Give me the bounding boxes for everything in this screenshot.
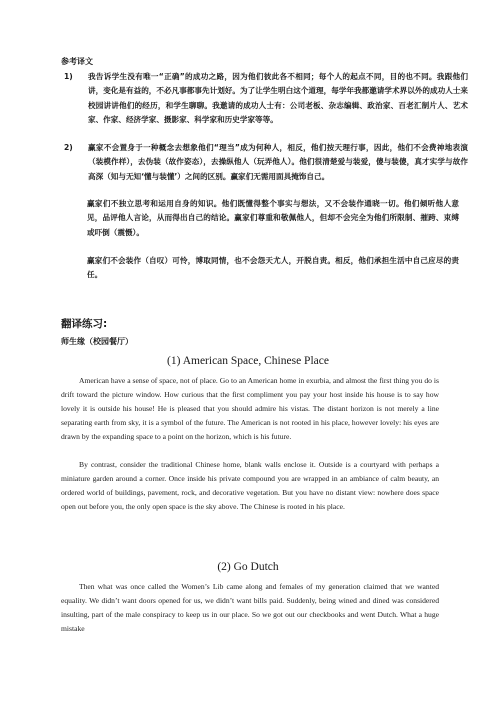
paragraph-text: By contrast, consider the traditional Chinese home, blank walls enclose it. Outside is a courtyard with perhaps a miniature garden around a corner. Once inside his private compound you are wrapped in an ambiance of calm beauty, an ordered world of buildings, pavement, rock, and decorative vegetation. But you have no distant view: nowhere does space open out before you, the only open space is the sky above. The Chinese is rooted in his place.: [61, 460, 439, 511]
reference-paragraph-3: 赢家们不独立思考和运用自身的知识。他们既懂得整个事实与想法，又不会装作通晓一切。他们倾听他人意见，品评他人言论，从而得出自己的结论。赢家们尊重和敬佩他人，但却不会完全为他们所限制、摧跨、束缚或吓倒（震慑）。: [87, 199, 459, 237]
essay-2-paragraph-1: [61, 580, 439, 636]
essay-1-paragraph-2: [61, 458, 439, 514]
item-number: 1): [64, 72, 73, 81]
reference-paragraph-4: 赢家们不会装作（自叹）可怜，博取同情，也不会怨天尤人，开脱自责。相反，他们承担生活中自己应尽的责任。: [87, 256, 459, 280]
paragraph-text: Then what was once called the Women’s Lib came along and females of my generation claimed that we wanted equality. We didn’t want doors opened for us, we didn’t want bills paid. Suddenly, being wined and dined was considered insulting, part of the male conspiracy to keep us in our place. So we got out our checkbooks and went Dutch. What a huge mistake: [61, 582, 439, 633]
practice-title: 翻译练习:: [61, 318, 108, 330]
item-text: 我告诉学生没有唯一“正确”的成功之路，因为他们彼此各不相同；每个人的起点不同，目的也不同。我跟他们讲，变化是有益的，不必凡事都事先计划好。为了让学生明白这个道理，每学年我都邀请学术界以外的成功人士来校园讲讲他们的经历，和学生聊聊。我邀请的成功人士有：公司老板、杂志编辑、政治家、百老汇制片人、艺术家、作家、经济学家、摄影家、科学家和历史学家等等。: [88, 72, 468, 125]
essay-1-title: (1) American Space, Chinese Place: [167, 355, 329, 367]
essay-2-title: (2) Go Dutch: [217, 561, 279, 573]
paragraph-text: American have a sense of space, not of place. Go to an American home in exurbia, and almost the first thing you do is drift toward the picture window. How curious that the first compliment you pay your host inside his house is to say how lovely it is outside his house! He is pleased that you should admire his vistas. The distant horizon is not merely a line separating earth from sky, it is a symbol of the future. The American is not rooted in his place, however lovely: his eyes are drawn by the expanding space to a point on the horizon, which is his future.: [61, 376, 439, 441]
practice-subtitle: 师生缘（校园餐厅）: [61, 337, 133, 346]
essay-1-paragraph-1: [61, 374, 439, 444]
item-number: 2): [64, 143, 73, 152]
reference-title: 参考译文: [61, 57, 93, 66]
item-text: 赢家不会置身于一种概念去想象他们“理当”成为何种人，相反，他们按天理行事，因此，他们不会费神地表演（装模作样），去伪装（故作姿态），去操纵他人（玩弄他人）。他们很清楚爱与装爱，傻与装傻，真才实学与故作高深（知与无知‘懂与装懂’）之间的区别。赢家们无需用面具掩饰自己。: [88, 143, 468, 181]
